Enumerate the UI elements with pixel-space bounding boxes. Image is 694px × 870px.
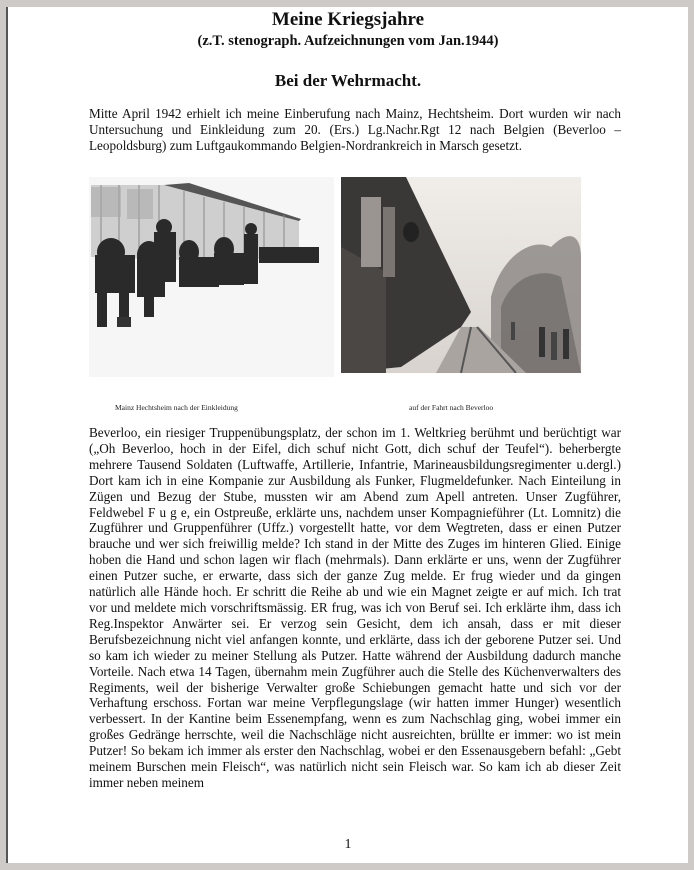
photo-train (341, 177, 581, 373)
page-number: 1 (344, 837, 352, 852)
train-photo-image (341, 177, 581, 373)
photo-barracks (89, 177, 334, 377)
document-page (6, 7, 688, 863)
paragraph-intro: Mitte April 1942 erhielt ich meine Einberufung nach Mainz, Hechtsheim. Dort wurden wir nach Untersuchung und Einkleidung zum 20. (Ers.) Lg.Nachr.Rgt 12 nach Belgien (Beverloo – Leopoldsburg) zum Luftgaukommando Belgien-Nordrankreich in Marsch gesetzt. (89, 106, 621, 153)
paragraph-beverloo: Beverloo, ein riesiger Truppenübungsplatz, der schon im 1. Weltkrieg berühmt und berüchtigt war („Oh Beverloo, hoch in der Eifel, dich schuf nicht Gott, dich schuf der Teufel“). beherbergte mehrere Tausend Soldaten (Luftwaffe, Artillerie, Infantrie, Marineausbildungsregimenter u.dergl.) Dort kam ich in eine Kompanie zur Ausbildung als Funker, Flugmeldefunker. Nach Einteilung in Zügen und Bezug der Stube, mussten wir am Abend zum Apell antreten. Unser Zugführer, Feldwebel F u g e, ein Ostpreuße, erklärte uns, nachdem unser Kompagnieführer (Lt. Lomnitz) die Zugführer und Gruppenführer (Uffz.) vorgestellt hatte, vor dem Wegtreten, dass er einen Putzer brauche und wer sich freiwillig melde? Ich stand in der Mitte des Zuges im hinteren Glied. Einige hoben die Hand und schon lagen wir flach (mehrmals). Dann erklärte er uns, wenn der Zugführer einen Putzer suche, er erwarte, dass sich der ganze Zug melde. Er frug wieder und da gingen natürlich alle Hände hoch. Er schritt die Reihe ab und wie ein Magnet zeigte er auf mich. Ich trat vor und meldete mich vorschriftsmässig. ER frug, was ich von Beruf sei. Ich erklärte ihm, dass ich Reg.Inspektor Anwärter sei. Er verzog sein Gesicht, dem ich ansah, dass er mit dieser Berufsbezeichnung nicht viel anfangen konnte, und erklärte, dass ich der geborene Putzer sei. Und so kam ich wieder zu meiner Stellung als Putzer. Hatte während der Ausbildung dadurch manche Vorteile. Nach etwa 14 Tagen, übernahm mein Zugführer auch die Stelle des Küchenverwalters des Regiments, weil der bisherige Verwalter große Schiebungen gemacht hatte und sich vor der Verhaftung erschoss. Fortan war meine Verpflegungslage (wir hatten immer Hunger) wesentlich verbessert. In der Kantine beim Essenempfang, wenn es zum Nachschlag ging, wobei immer ein großes Gedränge herrschte, weil die Nachschläge nicht ausreichten, brüllte er immer: wo ist mein Putzer! So bekam ich immer als erster den Nachschlag, wobei er den Essenausgebern befahl: „Gebt meinem Burschen mein Fleisch“, was natürlich nicht sein Fleisch war. So kam ich ab dieser Zeit immer neben meinem (89, 425, 621, 790)
photo-caption-train: auf der Fahrt nach Beverloo (409, 403, 494, 412)
barracks-photo-image (89, 177, 334, 377)
document-subtitle: (z.T. stenograph. Aufzeichnungen vom Jan.1944) (197, 33, 499, 49)
photo-caption-barracks: Mainz Hechtsheim nach der Einkleidung (115, 403, 238, 412)
document-title: Meine Kriegsjahre (271, 9, 425, 30)
section-heading: Bei der Wehrmacht. (274, 71, 422, 90)
